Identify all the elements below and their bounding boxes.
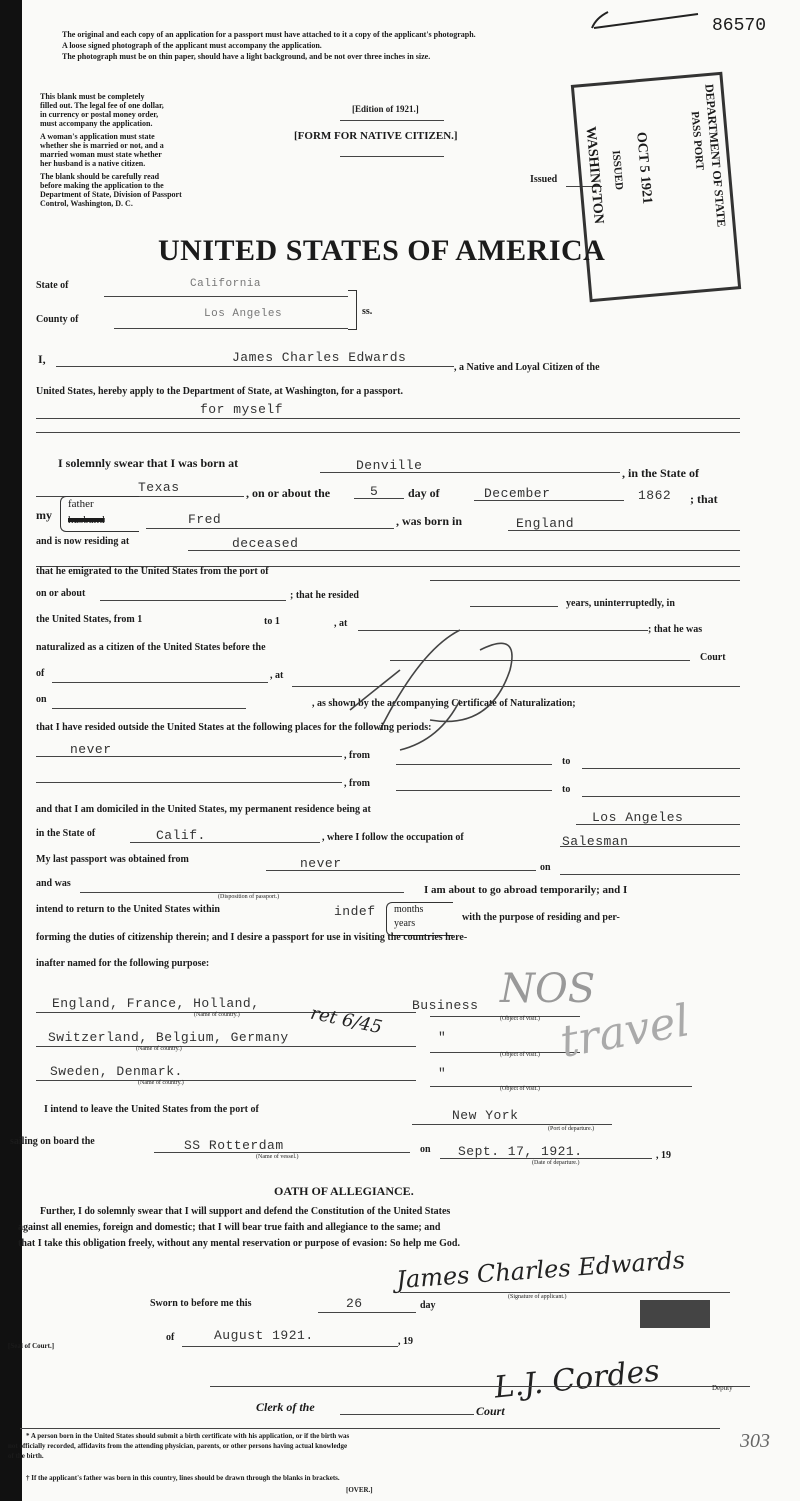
that-label: ; that xyxy=(690,492,718,506)
county-value: Los Angeles xyxy=(204,308,283,320)
domiciled-label: and that I am domiciled in the United States, my permanent residence being at xyxy=(36,804,371,815)
year-19-label-2: , 19 xyxy=(398,1336,413,1347)
handwritten-ret-annotation: ret 6/45 xyxy=(308,1002,385,1039)
port-of-departure-caption: (Port of departure.) xyxy=(548,1126,595,1132)
main-title: UNITED STATES OF AMERICA xyxy=(158,234,606,267)
object-entry: Business xyxy=(412,998,479,1013)
years-label: years, uninterruptedly, in xyxy=(566,598,675,609)
oath-text-line-3: that I take this obligation freely, without any mental reservation or purpose of evasion: So help me God. xyxy=(18,1238,460,1249)
form-label: [FORM FOR NATIVE CITIZEN.] xyxy=(294,130,458,142)
return-label: intend to return to the United States within xyxy=(36,904,220,915)
months-label: months xyxy=(394,904,424,915)
applicant-signature: James Charles Edwards xyxy=(395,1245,686,1295)
country-entry: Switzerland, Belgium, Germany xyxy=(48,1030,289,1045)
vessel-value: SS Rotterdam xyxy=(184,1138,284,1153)
from-label-1: , from xyxy=(344,750,370,761)
footnote-1-line-2: not officially recorded, affidavits from the attending physician, parents, or other persons having actual knowledge xyxy=(8,1442,348,1450)
abroad-label: I am about to go abroad temporarily; and I xyxy=(424,884,628,896)
resided-label: ; that he resided xyxy=(290,590,359,601)
inafter-label: inafter named for the following purpose: xyxy=(36,958,210,969)
sworn-born-text: I solemnly swear that I was born at xyxy=(58,456,239,470)
father-name-value: Fred xyxy=(188,512,222,527)
sworn-label: Sworn to before me this xyxy=(150,1298,252,1309)
page-number: 303 xyxy=(740,1430,770,1452)
at-label: , at xyxy=(334,618,348,629)
signature-caption: (Signature of applicant.) xyxy=(508,1294,567,1300)
certificate-label: , as shown by the accompanying Certificate of Naturalization; xyxy=(312,698,576,709)
handwritten-travel-annotation: travel xyxy=(556,995,694,1068)
state-label: State of xyxy=(36,280,69,291)
return-period-value: indef xyxy=(334,904,376,919)
apply-text: United States, hereby apply to the Department of State, at Washington, for a passport. xyxy=(36,386,403,397)
of-word: of xyxy=(166,1332,175,1343)
serial-number: 86570 xyxy=(712,16,767,36)
father-birthplace-value: England xyxy=(516,516,575,531)
last-passport-value: never xyxy=(300,856,342,871)
departure-date-value: Sept. 17, 1921. xyxy=(458,1144,583,1159)
and-was-label: and was xyxy=(36,878,71,889)
naturalized-end-label: ; that he was xyxy=(648,624,703,635)
court-seal-mark xyxy=(640,1300,710,1328)
binding-edge xyxy=(0,0,22,1501)
oath-text-line-1: Further, I do solemnly swear that I will support and defend the Constitution of the United States xyxy=(40,1206,451,1217)
last-passport-label: My last passport was obtained from xyxy=(36,854,189,865)
footnote-1-line-3: of the birth. xyxy=(8,1452,44,1460)
forming-label: forming the duties of citizenship therein; and I desire a passport for use in visiting the countries here- xyxy=(36,932,468,943)
outside-value: never xyxy=(70,742,112,757)
from-label-2: , from xyxy=(344,778,370,789)
department-of-state-stamp: DEPARTMENT OF STATE PASS PORT OCT 5 1921 ISSUED WASHINGTON xyxy=(571,72,741,302)
at-2-label: , at xyxy=(270,670,284,681)
state-of-label: , in the State of xyxy=(622,466,699,480)
year-19-label: , 19 xyxy=(656,1150,671,1161)
naturalized-label: naturalized as a citizen of the United States before the xyxy=(36,642,266,653)
on-word-2: on xyxy=(420,1144,431,1155)
top-notice-line-3: The photograph must be on thin paper, should have a light background, and be not over three inches in size. xyxy=(62,52,431,61)
in-state-label: in the State of xyxy=(36,828,96,839)
state-county-brace xyxy=(348,290,357,330)
oath-title: OATH OF ALLEGIANCE. xyxy=(274,1184,414,1198)
occupation-value: Salesman xyxy=(562,834,629,849)
birth-month-value: December xyxy=(484,486,551,501)
edition-label: [Edition of 1921.] xyxy=(352,104,419,114)
handwritten-nos-annotation: NOS xyxy=(500,966,596,1012)
emigrated-label: that he emigrated to the United States from the port of xyxy=(36,566,269,577)
to-label: to 1 xyxy=(264,616,280,627)
day-of-label: day of xyxy=(408,486,440,500)
county-label: County of xyxy=(36,314,79,325)
court-word: Court xyxy=(476,1404,505,1418)
deputy-label: Deputy xyxy=(712,1384,733,1392)
birth-year-value: 1862 xyxy=(638,488,672,503)
top-notice-line-1: The original and each copy of an application for a passport must have attached to it a copy of the applicant's photograph. xyxy=(62,30,476,39)
clerk-signature: L.J. Cordes xyxy=(492,1353,662,1406)
disposition-caption: (Disposition of passport.) xyxy=(218,894,280,900)
footnote-1-line-1: * A person born in the United States should submit a birth certificate with his application, or if the birth was xyxy=(26,1432,350,1440)
on-or-about-label: , on or about the xyxy=(246,486,331,500)
day-label: day xyxy=(420,1300,436,1311)
sworn-month-year-value: August 1921. xyxy=(214,1328,314,1343)
country-entry: England, France, Holland, xyxy=(52,996,260,1011)
court-label: Court xyxy=(700,652,726,663)
passport-application-page: The original and each copy of an application for a passport must have attached to it a copy of the applicant's photograph. A loose signed photograph of the applicant must accompany the application. The photograph must be on thin paper, should have a light background, and be not over three inches in size. 86570 This blank must be completely filled out. The legal fee of one dollar, in currency or postal money order, must accompany the application. A woman's application must state whether she is married or not, and a married woman must state whether her husband is a native citizen. The blank should be carefully read before making the application to the Department of State, Division of Passport Control, Washington, D. C. [Edition of 1921.] [FORM FOR NATIVE CITIZEN.] Issued DEPARTMENT OF STATE PASS PORT OCT 5 1921 ISSUED WASHINGTON UNITED STATES OF AMERICA State of California County of Los Angeles ss. I, James Charles Edwards , a Native and Loyal Citizen of the United States, hereby apply to the Department of State, at Washington, for a passport. for myself I solemnly swear that I was born at Denville , in the State of Texas , on or about the 5 day of December 1862 ; that my father husband Fred , was born in England and is now residing at deceased that he emigrated to the United States from the port of on or about ; that he resided years, uninterruptedly, in the United States, from 1 to 1 , at ; that he was naturalized as a citizen of the United States before the Court of , at on , as shown by the accompanying Certificate of Naturalization; that I have resided outside the United States at the following places for the following periods: never , from to , from to and that I am domiciled in the United States, my permanent residence being at Los Angeles in the State of Calif. , where I follow the occupation of Salesman My last passport was obtained from never on and was (Disposition of passport.) I am about to go abroad temporarily; and I intend to return to the United States within indef months years with the purpose of residing and per- forming the duties of citizenship therein; and I desire a passport for use in visiting the countries here- inafter named for the following purpose: England, France, Holland, (Name of country.) Business (Object of visit.) Switzerland, Belgium, Germany (Name of country.) " (Object of visit.) Sweden, Denmark. (Name of country.) " (Object of visit.) NOS travel ret 6/45 I intend to leave the United States from the port of New York (Port of departure.) sailing on board the SS Rotterdam (Name of vessel.) on Sept. 17, 1921. (Date of departure.) , 19 OATH OF ALLEGIANCE. Further, I do solemnly swear that I will support and defend the Constitution of the United States against all enemies, foreign and domestic; that I will bear true faith and allegiance to the same; and that I take this obligation freely, without any mental reservation or purpose of evasion: So help me God. James Charles Edwards (Signature of applicant.) Sworn to before me this 26 day of August 1921. , 19 [Seal of Court.] L.J. Cordes Deputy Clerk of the Court * A person born in the United States should submit a birth certificate with his application, or if the birth was not officially recorded, affidavits from the attending physician, parents, or other persons having actual knowledge of the birth. † If the applicant's father was born in this country, lines should be drawn through the blanks in brackets. [OVER.] 303 xyxy=(0,0,800,1501)
birth-day-value: 5 xyxy=(370,484,379,499)
sworn-day-value: 26 xyxy=(346,1296,363,1311)
husband-label: husband xyxy=(68,514,105,526)
residence-city-value: Los Angeles xyxy=(592,810,684,825)
born-in-label: , was born in xyxy=(396,514,463,528)
resided-outside-label: that I have resided outside the United States at the following places for the following periods: xyxy=(36,722,432,733)
sailing-label: sailing on board the xyxy=(10,1136,95,1147)
leave-port-label: I intend to leave the United States from the port of xyxy=(44,1104,259,1115)
years-word: years xyxy=(394,918,416,929)
check-mark-annotation xyxy=(588,6,708,36)
footnote-2: † If the applicant's father was born in this country, lines should be drawn through the blanks in brackets. xyxy=(26,1474,340,1482)
state-value: California xyxy=(190,278,262,290)
birthplace-value: Denville xyxy=(356,458,423,473)
object-entry: " xyxy=(438,1066,447,1081)
name-of-vessel-caption: (Name of vessel.) xyxy=(256,1154,299,1160)
father-residence-value: deceased xyxy=(232,536,299,551)
over-label: [OVER.] xyxy=(346,1486,373,1494)
birth-state-value: Texas xyxy=(138,480,180,495)
residence-state-value: Calif. xyxy=(156,828,206,843)
clerk-label: Clerk of the xyxy=(256,1400,315,1414)
residing-perform-label: with the purpose of residing and per- xyxy=(462,912,620,923)
date-of-departure-caption: (Date of departure.) xyxy=(532,1160,580,1166)
residing-label: and is now residing at xyxy=(36,536,130,547)
us-from-label: the United States, from 1 xyxy=(36,614,143,625)
ss-label: ss. xyxy=(362,306,373,317)
to-word-2: to xyxy=(562,784,571,795)
country-entry: Sweden, Denmark. xyxy=(50,1064,183,1079)
seal-label: [Seal of Court.] xyxy=(8,1342,55,1350)
on-or-about-2-label: on or about xyxy=(36,588,86,599)
of-label: of xyxy=(36,668,45,679)
handwritten-scrawl-annotation xyxy=(340,610,540,760)
native-citizen-text: , a Native and Loyal Citizen of the xyxy=(454,362,600,373)
on-label: on xyxy=(36,694,47,705)
oath-text-line-2: against all enemies, foreign and domestic; that I will bear true faith and allegiance to the same; and xyxy=(18,1222,441,1233)
applicant-name: James Charles Edwards xyxy=(232,350,407,365)
my-label: my xyxy=(36,508,52,522)
purpose-for: for myself xyxy=(200,402,284,417)
departure-port-value: New York xyxy=(452,1108,519,1123)
i-label: I, xyxy=(38,352,46,366)
on-word-1: on xyxy=(540,862,551,873)
issued-label: Issued xyxy=(530,174,558,185)
father-label: father xyxy=(68,498,94,510)
to-word-1: to xyxy=(562,756,571,767)
occupation-label: , where I follow the occupation of xyxy=(322,832,464,843)
object-entry: " xyxy=(438,1030,447,1045)
top-notice-line-2: A loose signed photograph of the applicant must accompany the application. xyxy=(62,41,322,50)
